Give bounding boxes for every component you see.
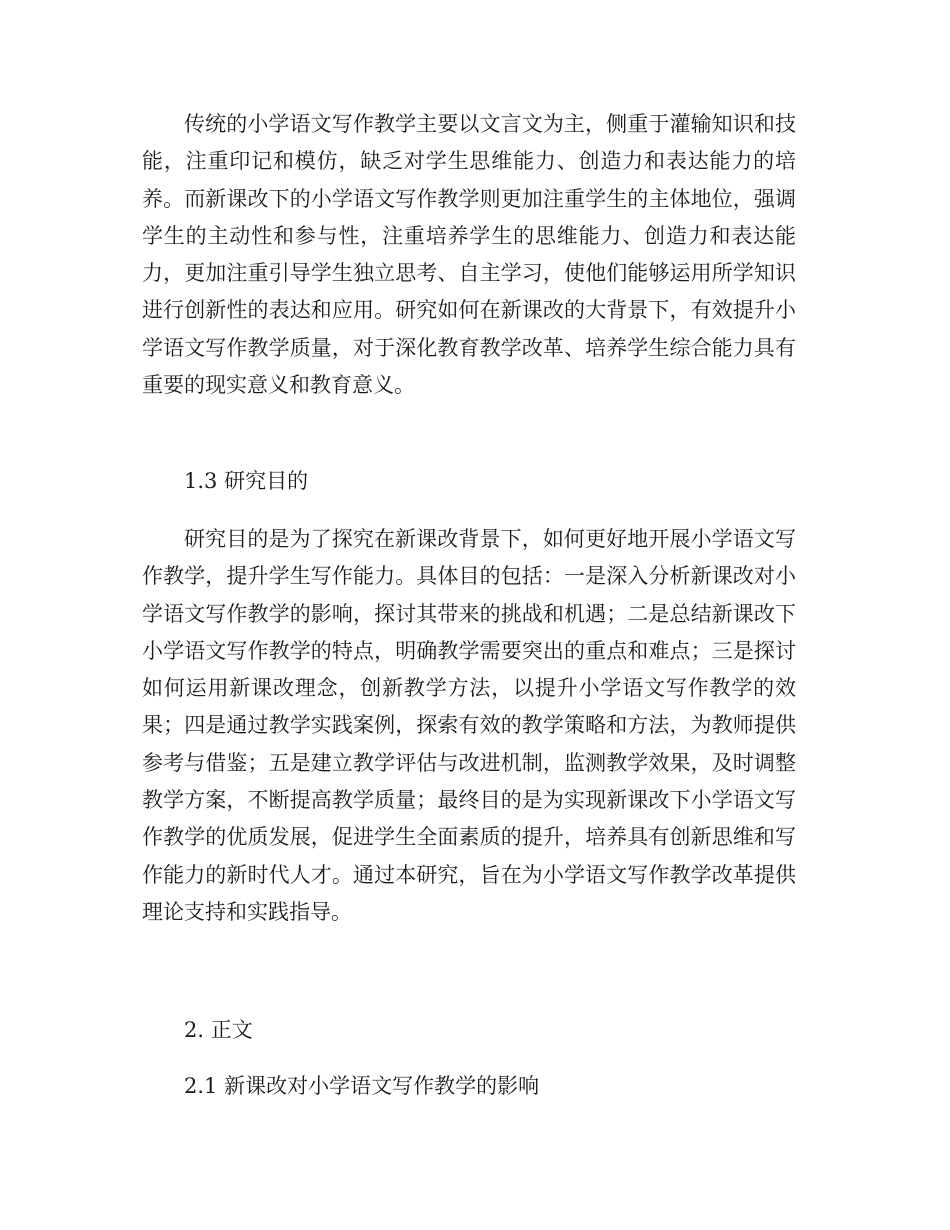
research-purpose-paragraph: 研究目的是为了探究在新课改背景下，如何更好地开展小学语文写作教学，提升学生写作能力。具体目的包括：一是深入分析新课改对小学语文写作教学的影响，探讨其带来的挑战和机遇；二是总结新课改下小学语文写作教学的特点，明确教学需要突出的重点和难点；三是探讨如何运用新课改理念，创新教学方法，以提升小学语文写作教学的效果；四是通过教学实践案例，探索有效的教学策略和方法，为教师提供参考与借鉴；五是建立教学评估与改进机制，监测教学效果，及时调整教学方案，不断提高教学质量；最终目的是为实现新课改下小学语文写作教学的优质发展，促进学生全面素质的提升，培养具有创新思维和写作能力的新时代人才。通过本研究，旨在为小学语文写作教学改革提供理论支持和实践指导。 <box>142 527 796 924</box>
background-paragraph: 传统的小学语文写作教学主要以文言文为主，侧重于灌输知识和技能，注重印记和模仿，缺乏对学生思维能力、创造力和表达能力的培养。而新课改下的小学语文写作教学则更加注重学生的主体地位，强调学生的主动性和参与性，注重培养学生的思维能力、创造力和表达能力，更加注重引导学生独立思考、自主学习，使他们能够运用所学知识进行创新性的表达和应用。研究如何在新课改的大背景下，有效提升小学语文写作教学质量，对于深化教育教学改革、培养学生综合能力具有重要的现实意义和教育意义。 <box>142 112 796 398</box>
section-heading-2: 2. 正文 <box>184 1018 253 1042</box>
section-heading-2-1: 2.1 新课改对小学语文写作教学的影响 <box>184 1074 540 1098</box>
section-heading-1-3: 1.3 研究目的 <box>184 469 309 493</box>
